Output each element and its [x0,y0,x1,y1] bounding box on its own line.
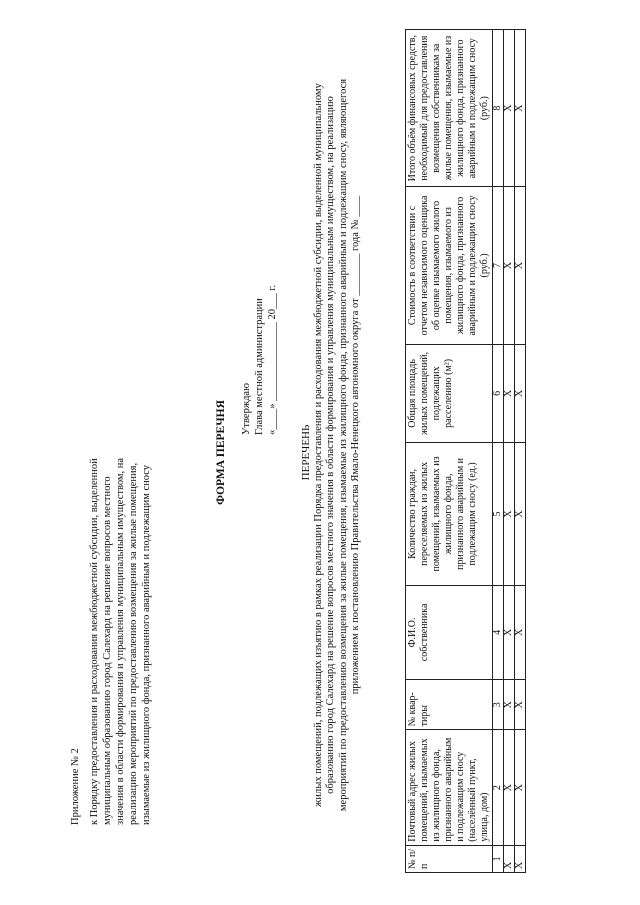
table-cell: Х [515,30,526,187]
table-cell: Х [515,187,526,344]
column-number: 5 [493,443,504,586]
table-cell: Х [504,680,515,730]
column-number: 1 [493,845,504,872]
approve-label: Утверждаю [241,383,252,435]
header-cell: Общая площадь жилых помещений, подлежащих расселению (м²) [406,344,493,443]
header-cell: Почтовый адрес жилых помещений, изымаемых из жилищного фонда, признанного аварийным и подлежащим сносу (населённый пункт, улица, дом) [406,730,493,845]
property-list-table [405,29,526,873]
approval-block [240,285,279,435]
header-cell: Количество граждан, переселяемых из жилых помещений, изымаемых из жилищного фонда, признанного аварийным и подлежащим сносу (ед.) [406,443,493,586]
approve-signature-line: «____» _______________ 20___ г. [267,284,278,435]
column-number: 2 [493,730,504,845]
table-cell: Х [504,187,515,344]
list-title: ПЕРЕЧЕНЬ [300,424,312,481]
table-cell: Х [504,344,515,443]
table-cell: Х [515,845,526,872]
header-cell: Итого объём финансовых средств, необходимый для предоставления возмещения собственникам за жилые помещения, изымаемые из жилищного фонда, признанного аварийным и подлежащим сносу (руб.) [406,30,493,187]
header-cell: № квар-тиры [406,680,493,730]
column-number: 8 [493,30,504,187]
header-cell: Ф.И.О. собственника [406,585,493,679]
list-description: жилых помещений, подлежащих изъятию в рамках реализации Порядка предоставления и расходования межбюджетной субсидии, выделенной муниципальному образованию город Салехард на решение вопросов местного значения в области формирования и управления муниципальным имуществом, на реализацию мероприятий по предоставлению возмещения за жилые помещения, изымаемые из жилищного фонда, признанного аварийным и подлежащим сносу, являющегося приложением к постановлению Правительства Ямало-Ненецкого автономного округа от ________ года № ____ [313,78,362,812]
header-cell: № п/п [406,845,493,872]
table-cell: Х [504,730,515,845]
column-number: 3 [493,680,504,730]
annex-title: Приложение № 2 [70,748,81,825]
table-cell: Х [504,443,515,586]
table-cell: Х [515,443,526,586]
table-cell: Х [515,680,526,730]
form-title: ФОРМА ПЕРЕЧНЯ [215,400,227,505]
table-cell: Х [504,30,515,187]
column-number: 4 [493,585,504,679]
table-cell: Х [504,585,515,679]
approve-position: Глава местной администрации [254,298,265,435]
table-header-row [406,30,493,873]
table-cell: Х [515,344,526,443]
column-number: 6 [493,344,504,443]
table-cell: Х [515,730,526,845]
column-number: 7 [493,187,504,344]
annex-note: к Порядку предоставления и расходования межбюджетной субсидии, выделенной муниципальным образованию город Салехард на решение вопросов местного значения в области формирования и управления муниципальным имуществом, на реализацию мероприятий по предоставлению возмещения за жилые помещения, изымаемые из жилищного фонда, признанного аварийным и подлежащим сносу [89,457,152,825]
table-row [515,30,526,873]
table-row [504,30,515,873]
table-cell: Х [504,845,515,872]
column-number-row [493,30,504,873]
table-cell: Х [515,585,526,679]
header-cell: Стоимость в соответствии с отчетом независимого оценщика об оценке изымаемого жилого помещения, изымаемого из жилищного фонда, признанного аварийным и подлежащим сносу (руб.) [406,187,493,344]
